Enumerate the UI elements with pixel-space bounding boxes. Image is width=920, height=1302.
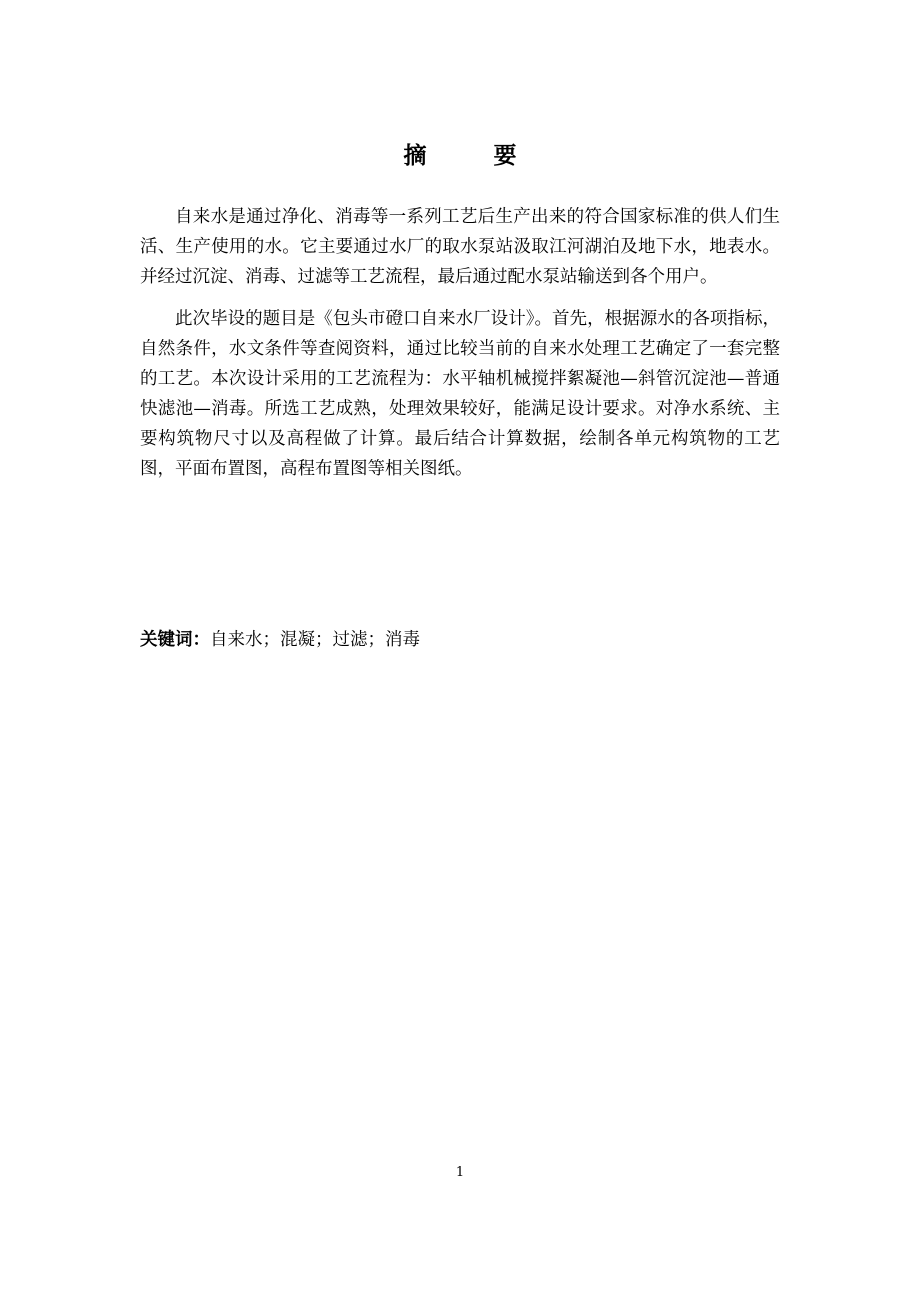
- abstract-title: 摘 要: [403, 143, 539, 169]
- keywords-value: 自来水；混凝；过滤；消毒: [210, 630, 420, 650]
- keywords-label: 关键词：: [140, 630, 210, 650]
- page-number: 1: [455, 1165, 465, 1180]
- abstract-paragraph-2: 此次毕设的题目是《包头市磴口自来水厂设计》。首先，根据源水的各项指标，自然条件，水文条件等查阅资料，通过比较当前的自来水处理工艺确定了一套完整的工艺。本次设计采用的工艺流程为：水平轴机械搅拌絮凝池—斜管沉淀池—普通快滤池—消毒。所选工艺成熟，处理效果较好，能满足设计要求。对净水系统、主要构筑物尺寸以及高程做了计算。最后结合计算数据，绘制各单元构筑物的工艺图，平面布置图，高程布置图等相关图纸。: [140, 309, 780, 479]
- abstract-paragraph-1: 自来水是通过净化、消毒等一系列工艺后生产出来的符合国家标准的供人们生活、生产使用的水。它主要通过水厂的取水泵站汲取江河湖泊及地下水，地表水。并经过沉淀、消毒、过滤等工艺流程，最后通过配水泵站输送到各个用户。: [140, 207, 780, 287]
- keywords-line: [140, 626, 780, 654]
- abstract-body: [140, 202, 780, 496]
